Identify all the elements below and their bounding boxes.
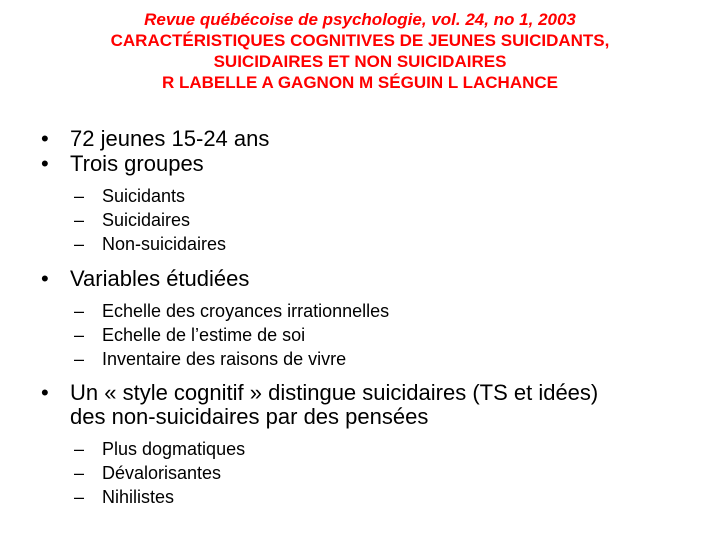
sub-bullet-item <box>0 461 720 485</box>
sub-bullet-text: Non-suicidaires <box>102 234 227 254</box>
sub-bullet-item <box>0 299 720 323</box>
bullet-item <box>0 381 630 429</box>
sub-bullet-text: Suicidaires <box>102 210 191 230</box>
sub-bullet-item <box>0 208 720 232</box>
bullet-icon: • <box>41 266 49 291</box>
title-authors-line: R LABELLE A GAGNON M SÉGUIN L LACHANCE <box>161 73 559 92</box>
dash-icon: – <box>74 234 85 254</box>
sub-bullet-item <box>0 437 720 461</box>
bullet-icon: • <box>41 151 49 176</box>
sub-bullet-text: Echelle des croyances irrationnelles <box>102 301 390 321</box>
dash-icon: – <box>74 210 85 230</box>
dash-icon: – <box>74 186 85 206</box>
bullet-item <box>0 266 720 291</box>
bullet-text: Variables étudiées <box>70 266 250 291</box>
bullet-text: Trois groupes <box>70 151 204 176</box>
title-line-3: SUICIDAIRES ET NON SUICIDAIRES <box>213 52 507 71</box>
sub-bullet-item <box>0 347 720 371</box>
sub-bullet-text: Dévalorisantes <box>102 463 222 483</box>
dash-icon: – <box>74 487 85 507</box>
sub-bullet-text: Nihilistes <box>102 487 175 507</box>
dash-icon: – <box>74 325 85 345</box>
dash-icon: – <box>74 463 85 483</box>
bullet-item <box>0 126 720 151</box>
sub-bullet-text: Echelle de l’estime de soi <box>102 325 306 345</box>
title-journal-line: Revue québécoise de psychologie, vol. 24, no 1, 2003 <box>144 10 576 29</box>
bullet-item <box>0 151 720 176</box>
sub-bullet-item <box>0 485 720 509</box>
bullet-text: 72 jeunes 15-24 ans <box>70 126 270 151</box>
sub-bullet-text: Plus dogmatiques <box>102 439 246 459</box>
bullet-list <box>0 126 720 509</box>
sub-bullet-item <box>0 323 720 347</box>
sub-bullet-text: Suicidants <box>102 186 186 206</box>
sub-bullet-item <box>0 184 720 208</box>
bullet-icon: • <box>41 380 49 405</box>
sub-bullet-item <box>0 232 720 256</box>
dash-icon: – <box>74 349 85 369</box>
slide-title <box>0 9 720 93</box>
dash-icon: – <box>74 439 85 459</box>
bullet-text: Un « style cognitif » distingue suicidaires (TS et idées) des non-suicidaires par des pensées <box>70 380 599 429</box>
dash-icon: – <box>74 301 85 321</box>
title-line-2: CARACTÉRISTIQUES COGNITIVES DE JEUNES SUICIDANTS, <box>110 31 610 50</box>
sub-bullet-text: Inventaire des raisons de vivre <box>102 349 347 369</box>
bullet-icon: • <box>41 126 49 151</box>
